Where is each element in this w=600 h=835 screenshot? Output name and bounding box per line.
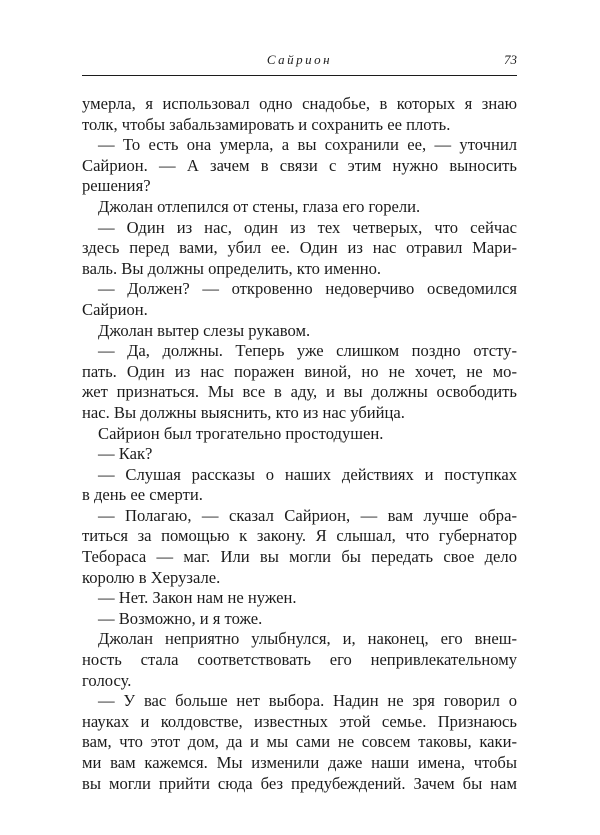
text-line: Джолан вытер слезы рукавом. <box>98 320 311 340</box>
text-line: Сайрион был трогательно простодушен. <box>98 423 384 443</box>
text-line: королю в Херузале. <box>82 567 221 587</box>
text-line: — Один из нас, один из тех четверых, что сейчас <box>98 217 517 237</box>
text-line: Сайрион. <box>82 299 148 319</box>
text-line: — Должен? — откровенно недоверчиво осведомился <box>98 279 517 299</box>
text-line: ми вам кажемся. Мы изменили даже наши имена, чтобы <box>82 753 517 772</box>
text-line: решения? <box>82 176 151 196</box>
text-line: — То есть она умерла, а вы сохранили ее, — уточнил <box>98 135 517 155</box>
text-line: толк, чтобы забальзамировать и сохранить ее плоть. <box>82 114 451 134</box>
text-line: науках и колдовстве, известных этой семье. Признаюсь <box>82 711 517 731</box>
text-line: вам, что этот дом, да и мы сами не совсем таковы, каки- <box>82 732 517 752</box>
running-title: Сайрион <box>266 52 333 67</box>
text-line: Джолан неприятно улыбнулся, и, наконец, его внеш- <box>98 629 517 649</box>
text-line: в день ее смерти. <box>82 485 203 505</box>
text-line: жет признаться. Мы все в аду, и вы должны освободить <box>82 382 517 402</box>
text-line: вы могли прийти сюда без предубеждений. Зачем бы нам <box>82 773 517 793</box>
page-header <box>82 52 517 74</box>
text-line: умерла, я использовал одно снадобье, в которых я знаю <box>82 94 517 113</box>
text-line: титься за помощью к закону. Я слышал, что губернатор <box>82 526 517 546</box>
text-line: Джолан отлепился от стены, глаза его горели. <box>98 196 421 216</box>
text-line: — Как? <box>98 444 153 464</box>
text-line: — У вас больше нет выбора. Надин не зря говорил о <box>98 691 517 711</box>
text-line: валь. Вы должны определить, кто именно. <box>82 258 382 278</box>
text-line: Тебораса — маг. Или вы могли бы передать свое дело <box>82 547 517 567</box>
page-number: 73 <box>504 52 517 67</box>
text-line: — Возможно, и я тоже. <box>98 608 263 628</box>
text-line: — Да, должны. Теперь уже слишком поздно отсту- <box>98 341 517 361</box>
text-line: голосу. <box>82 670 132 690</box>
text-line: — Нет. Закон нам не нужен. <box>98 588 297 608</box>
text-body <box>82 94 517 794</box>
text-line: ность стала соответствовать его непривлекательному <box>82 650 517 670</box>
text-line: — Полагаю, — сказал Сайрион, — вам лучше обра- <box>98 505 517 525</box>
text-line: здесь перед вами, убил ее. Один из нас отравил Мари- <box>82 238 517 258</box>
text-line: Сайрион. — А зачем в связи с этим нужно выносить <box>82 155 517 175</box>
text-line: пать. Один из нас поражен виной, но не хочет, не мо- <box>82 361 517 381</box>
text-line: — Слушая рассказы о наших действиях и поступках <box>98 464 517 484</box>
header-rule <box>82 75 517 76</box>
text-line: нас. Вы должны выяснить, кто из нас убийца. <box>82 402 405 422</box>
